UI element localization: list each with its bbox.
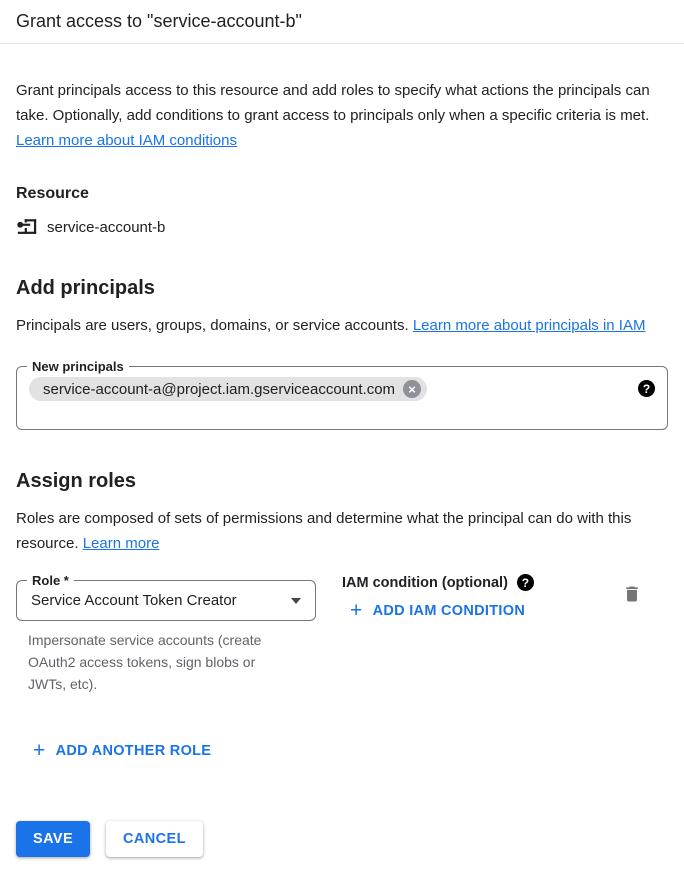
role-select[interactable]	[16, 573, 316, 621]
principals-link[interactable]: Learn more about principals in IAM	[412, 317, 646, 334]
add-principals-text: Principals are users, groups, domains, or service accounts.	[16, 317, 413, 334]
iam-condition-label-row	[342, 574, 622, 591]
cancel-button[interactable]: CANCEL	[106, 821, 203, 857]
assign-roles-description	[16, 506, 666, 556]
assign-roles-text: Roles are composed of sets of permissions and determine what the principal can do with this resource.	[16, 510, 632, 552]
dialog-actions	[16, 821, 668, 873]
add-another-role-label: ADD ANOTHER ROLE	[55, 743, 212, 759]
add-iam-condition-button[interactable]	[342, 595, 533, 627]
role-column	[16, 573, 316, 695]
new-principals-field[interactable]	[16, 359, 668, 430]
delete-role-button[interactable]	[622, 584, 642, 607]
plus-icon: +	[33, 739, 46, 762]
intro-description	[16, 78, 666, 153]
add-principals-description	[16, 313, 666, 338]
close-icon[interactable]: ×	[403, 380, 421, 398]
dialog-header	[0, 0, 684, 44]
resource-heading: Resource	[16, 185, 89, 202]
add-iam-condition-label: ADD IAM CONDITION	[372, 603, 526, 619]
service-account-icon	[16, 218, 38, 237]
role-row	[16, 573, 668, 695]
trash-icon	[622, 584, 642, 607]
role-helper-text: Impersonate service accounts (create OAuth2 access tokens, sign blobs or JWTs, etc).	[28, 632, 262, 692]
iam-condition-column	[342, 574, 622, 627]
roles-learn-more-link[interactable]: Learn more	[82, 535, 160, 552]
plus-icon: +	[350, 599, 363, 622]
save-button[interactable]: SAVE	[16, 821, 90, 857]
new-principals-content	[29, 377, 655, 401]
dialog-content	[0, 78, 684, 873]
add-principals-heading: Add principals	[16, 277, 155, 299]
help-icon[interactable]: ?	[517, 574, 534, 591]
help-icon[interactable]: ?	[638, 380, 655, 397]
iam-conditions-link[interactable]: Learn more about IAM conditions	[16, 132, 237, 149]
new-principals-label: New principals	[27, 358, 129, 375]
add-another-role-button[interactable]	[25, 735, 219, 767]
iam-condition-label: IAM condition (optional)	[342, 574, 508, 591]
resource-name: service-account-b	[47, 219, 166, 236]
principal-chip-text: service-account-a@project.iam.gserviceaccount.com	[43, 380, 396, 398]
role-label: Role *	[27, 572, 74, 589]
delete-role-column	[622, 580, 668, 609]
intro-text: Grant principals access to this resource and add roles to specify what actions the principals can take. Optionally, add conditions to grant access to principals only when a specific criteria is met.	[16, 82, 650, 124]
assign-roles-heading: Assign roles	[16, 470, 137, 492]
principal-chip[interactable]	[29, 377, 427, 401]
role-value: Service Account Token Creator	[31, 592, 237, 609]
chevron-down-icon	[291, 598, 301, 604]
resource-row	[16, 218, 668, 237]
dialog-title: Grant access to "service-account-b"	[16, 11, 302, 31]
